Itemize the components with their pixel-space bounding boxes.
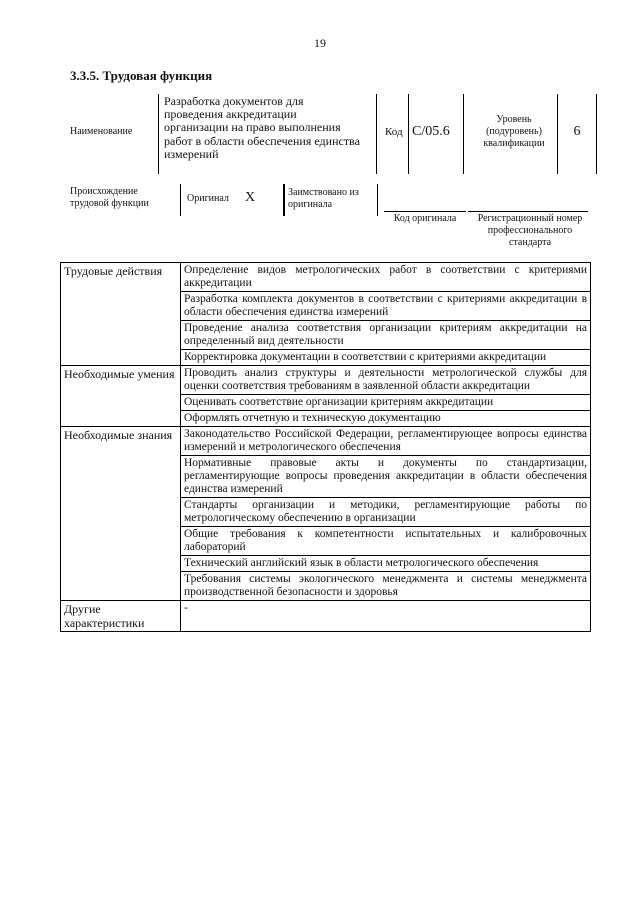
section-title: 3.3.5. Трудовая функция	[70, 68, 213, 83]
item-cell: Общие требования к компетентности испытательных и калибровочных лабораторий	[181, 527, 591, 556]
labor-function-table	[60, 262, 591, 632]
item-cell: Оценивать соответствие организации критериям аккредитации	[181, 395, 591, 411]
item-cell: Определение видов метрологических работ в соответствии с критериями аккредитации	[181, 263, 591, 292]
table-row	[61, 601, 591, 632]
item-cell: Корректировка документации в соответствии с критериями аккредитации	[181, 350, 591, 366]
item-cell: Законодательство Российской Федерации, регламентирующее вопросы единства измерений и метрологического обеспечения	[181, 427, 591, 456]
table-row	[61, 366, 591, 395]
item-cell: Проводить анализ структуры и деятельности метрологической службы для оценки соответствия требованиям в заявленной области аккредитации	[181, 366, 591, 395]
name-value: Разработка документов для проведения аккредитации организации на право выполнения работ в области обеспечения единства измерений	[164, 94, 360, 161]
reg-number-field	[468, 184, 588, 212]
category-cell: Трудовые действия	[61, 263, 181, 366]
code-original-caption: Код оригинала	[393, 213, 457, 224]
category-cell: Другие характеристики	[61, 601, 181, 632]
level-value: 6	[573, 124, 581, 139]
item-cell: Требования системы экологического менеджмента и системы менеджмента производственной безопасности и здоровья	[181, 572, 591, 601]
category-cell: Необходимые умения	[61, 366, 181, 427]
code-label: Код	[385, 126, 403, 138]
original-mark: X	[245, 190, 256, 205]
item-cell: Технический английский язык в области метрологического обеспечения	[181, 556, 591, 572]
item-cell: -	[181, 601, 591, 632]
page-number: 19	[314, 36, 326, 50]
table-row	[61, 427, 591, 456]
category-cell: Необходимые знания	[61, 427, 181, 601]
original-label: Оригинал	[187, 193, 229, 204]
borrowed-label: Заимствовано из оригинала	[288, 187, 359, 210]
origin-label: Происхождение трудовой функции	[70, 186, 149, 209]
code-original-field	[384, 184, 466, 212]
name-label: Наименование	[70, 126, 133, 137]
item-cell: Стандарты организации и методики, регламентирующие работы по метрологическому обеспечению в организации	[181, 498, 591, 527]
reg-number-caption: Регистрационный номер профессионального стандарта	[477, 213, 583, 248]
item-cell: Разработка комплекта документов в соответствии с критериями аккредитации в области обеспечения единства измерений	[181, 292, 591, 321]
item-cell: Проведение анализа соответствия организации критериям аккредитации на определенный вид деятельности	[181, 321, 591, 350]
table-row	[61, 263, 591, 292]
item-cell: Оформлять отчетную и техническую документацию	[181, 411, 591, 427]
item-cell: Нормативные правовые акты и документы по стандартизации, регламентирующие вопросы проведения аккредитации в области обеспечения единства измерений	[181, 456, 591, 498]
code-value: C/05.6	[412, 124, 450, 139]
level-label: Уровень (подуровень) квалификации	[483, 114, 545, 149]
